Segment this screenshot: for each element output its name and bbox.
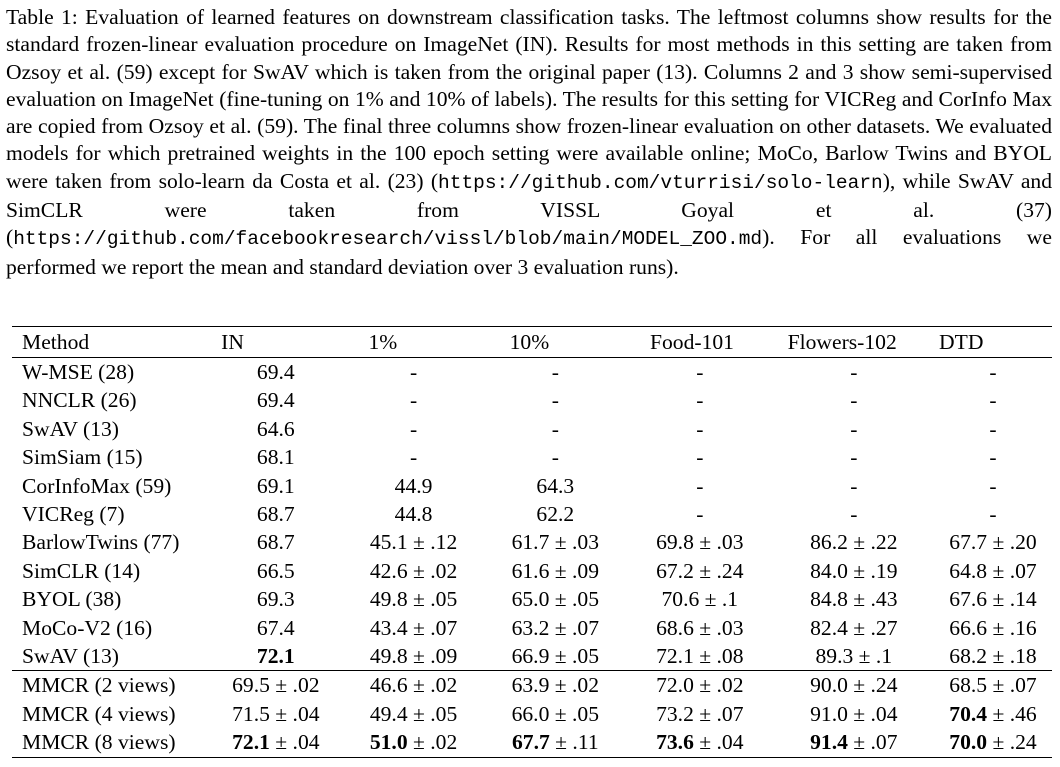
- cell-in: 68.7: [256, 502, 295, 527]
- cell-1pct: 42.6 ± .02: [369, 558, 458, 583]
- cell-method: W-MSE (28): [22, 360, 135, 384]
- cell-method: SimCLR (14): [22, 558, 141, 583]
- cell-10pct: 64.3: [536, 473, 575, 498]
- cell-method: MMCR (8 views): [12, 728, 209, 757]
- cell-food101: 68.6 ± .03: [656, 615, 744, 640]
- best-value: 70.0: [949, 730, 988, 755]
- cell-10pct: -: [551, 360, 559, 384]
- best-value: 72.1: [232, 730, 270, 755]
- table-row: [12, 472, 1052, 500]
- best-value: 67.7: [511, 730, 550, 755]
- table-row: [12, 386, 1052, 414]
- cell-1pct: [342, 728, 484, 757]
- best-value: 91.4: [810, 730, 848, 755]
- cell-method: MMCR (2 views): [12, 671, 209, 700]
- table-row: [12, 557, 1052, 585]
- std-dev: ± .04: [693, 730, 744, 755]
- table-row: [12, 700, 1052, 728]
- cell-10pct: 66.9 ± .05: [511, 644, 600, 669]
- cell-1pct: 49.4 ± .05: [369, 701, 458, 726]
- table-header-row: [12, 327, 1052, 358]
- cell-food101: 72.0 ± .02: [626, 671, 774, 700]
- caption-url-vissl[interactable]: https://github.com/facebookresearch/vissl/blob/main/MODEL_ZOO.md: [13, 228, 763, 251]
- best-value: 70.4: [949, 701, 988, 726]
- cell-food101: -: [696, 473, 704, 498]
- std-dev: ± .04: [269, 730, 320, 755]
- table-row: [12, 415, 1052, 443]
- std-dev: ± .07: [847, 730, 898, 755]
- table-row: [12, 443, 1052, 471]
- cell-dtd: 67.7 ± .20: [949, 530, 1037, 555]
- cell-1pct: 49.8 ± .05: [369, 587, 458, 612]
- cell-1pct: 45.1 ± .12: [369, 530, 458, 555]
- cell-food101: 72.1 ± .08: [656, 644, 744, 669]
- cell-10pct: [485, 728, 626, 757]
- cell-10pct: 65.0 ± .05: [511, 587, 600, 612]
- cell-method: BYOL (38): [22, 587, 122, 612]
- cell-food101: 67.2 ± .24: [656, 558, 744, 583]
- cell-in: 66.5: [256, 558, 295, 583]
- cell-dtd: -: [989, 502, 997, 527]
- cell-10pct: 61.6 ± .09: [511, 558, 600, 583]
- header-food101: Food-101: [650, 329, 734, 354]
- table-row: [12, 642, 1052, 671]
- cell-dtd: [934, 728, 1052, 757]
- cell-method: CorInfoMax (59): [22, 473, 172, 498]
- std-dev: ± .46: [987, 701, 1037, 726]
- cell-food101: -: [696, 416, 704, 441]
- cell-1pct: 46.6 ± .02: [342, 671, 484, 700]
- cell-1pct: -: [409, 388, 418, 413]
- cell-1pct: 44.8: [394, 502, 433, 527]
- table-row: [12, 585, 1052, 613]
- best-value: 72.1: [256, 644, 295, 669]
- cell-in: 69.1: [256, 473, 295, 498]
- caption-text-3: ). For all evaluations we performed we report the mean and standard deviation over 3 evaluation runs).: [6, 225, 1052, 279]
- cell-dtd: -: [989, 388, 997, 413]
- results-table: [12, 326, 1052, 758]
- cell-1pct: -: [409, 360, 418, 384]
- cell-10pct: -: [551, 445, 559, 470]
- cell-dtd: -: [989, 360, 997, 384]
- caption-text-2: ), while SwAV and SimCLR were taken from VISSL Goyal et al. (37) (: [6, 168, 1052, 250]
- table-row: [12, 614, 1052, 642]
- best-value: 51.0: [369, 730, 408, 755]
- cell-method: VICReg (7): [22, 502, 125, 527]
- cell-in: 64.6: [256, 416, 295, 441]
- cell-flowers102: -: [850, 388, 858, 413]
- cell-10pct: 62.2: [536, 502, 575, 527]
- cell-flowers102: 84.0 ± .19: [810, 558, 898, 583]
- std-dev: ± .02: [407, 730, 458, 755]
- caption-url-solo-learn[interactable]: https://github.com/vturrisi/solo-learn: [438, 171, 883, 194]
- cell-method: MMCR (4 views): [22, 701, 176, 726]
- cell-flowers102: 82.4 ± .27: [810, 615, 898, 640]
- table-row: [12, 358, 1052, 387]
- cell-in: 69.3: [256, 587, 295, 612]
- table-row: [12, 728, 1052, 757]
- header-flowers102: Flowers-102: [787, 329, 897, 354]
- header-method: Method: [22, 329, 90, 354]
- table-row: [12, 671, 1052, 700]
- cell-10pct: 63.9 ± .02: [485, 671, 626, 700]
- cell-dtd: 68.5 ± .07: [934, 671, 1052, 700]
- cell-flowers102: -: [850, 445, 858, 470]
- cell-method: SwAV (13): [22, 644, 119, 669]
- cell-method: BarlowTwins (77): [22, 530, 180, 555]
- cell-method: MoCo-V2 (16): [22, 615, 153, 640]
- cell-in: 71.5 ± .04: [232, 701, 320, 726]
- cell-in: 68.1: [256, 445, 295, 470]
- cell-dtd: [934, 700, 1052, 728]
- cell-food101: 73.2 ± .07: [656, 701, 744, 726]
- cell-food101: -: [696, 445, 704, 470]
- cell-food101: -: [696, 360, 704, 384]
- cell-1pct: 44.9: [394, 473, 433, 498]
- cell-in: [209, 642, 342, 671]
- cell-food101: -: [696, 502, 704, 527]
- cell-flowers102: 91.0 ± .04: [810, 701, 898, 726]
- cell-flowers102: 84.8 ± .43: [810, 587, 898, 612]
- cell-dtd: -: [989, 416, 997, 441]
- cell-1pct: 49.8 ± .09: [369, 644, 458, 669]
- cell-flowers102: [774, 728, 934, 757]
- cell-flowers102: 86.2 ± .22: [810, 530, 898, 555]
- cell-flowers102: 90.0 ± .24: [774, 671, 934, 700]
- cell-in: 69.4: [256, 388, 295, 413]
- cell-flowers102: 89.3 ± .1: [815, 644, 893, 669]
- table-row: [12, 500, 1052, 528]
- cell-flowers102: -: [850, 360, 858, 384]
- cell-dtd: -: [989, 473, 997, 498]
- cell-10pct: 61.7 ± .03: [511, 530, 600, 555]
- mmcr-methods-group: [12, 671, 1052, 757]
- cell-dtd: 68.2 ± .18: [949, 644, 1037, 669]
- header-1pct: 1%: [368, 329, 398, 354]
- std-dev: ± .11: [549, 730, 599, 755]
- cell-method: SwAV (13): [22, 416, 119, 441]
- cell-method: SimSiam (15): [22, 445, 143, 470]
- table-row: [12, 528, 1052, 556]
- cell-10pct: -: [551, 388, 559, 413]
- cell-in: 69.5 ± .02: [209, 671, 342, 700]
- header-dtd: DTD: [939, 329, 984, 354]
- cell-flowers102: -: [850, 502, 858, 527]
- cell-food101: -: [696, 388, 704, 413]
- header-in: IN: [221, 329, 244, 354]
- cell-1pct: -: [409, 416, 418, 441]
- cell-dtd: -: [989, 445, 997, 470]
- cell-food101: [626, 728, 774, 757]
- cell-1pct: 43.4 ± .07: [369, 615, 458, 640]
- cell-in: 69.4: [256, 360, 295, 384]
- cell-10pct: -: [551, 416, 559, 441]
- cell-flowers102: -: [850, 473, 858, 498]
- std-dev: ± .24: [987, 730, 1037, 755]
- caption-text-1: Table 1: Evaluation of learned features on downstream classification tasks. The leftmost columns show results for the standard frozen-linear evaluation procedure on ImageNet (IN). Results for most methods in this setting are taken from Ozsoy et al. (59) except for SwAV which is taken from the original paper (13). Columns 2 and 3 show semi-supervised evaluation on ImageNet (fine-tuning on 1% and 10% of labels). The results for this setting for VICReg and CorInfo Max are copied from Ozsoy et al. (59). The final three columns show frozen-linear evaluation on other datasets. We evaluated models for which pretrained weights in the 100 epoch setting were available online; MoCo, Barlow Twins and BYOL were taken from solo-learn da Costa et al. (23) (: [6, 5, 1052, 193]
- cell-dtd: 64.8 ± .07: [949, 558, 1037, 583]
- cell-in: 68.7: [256, 530, 295, 555]
- cell-method: NNCLR (26): [22, 388, 137, 413]
- cell-dtd: 66.6 ± .16: [949, 615, 1037, 640]
- table-caption: [6, 4, 1052, 281]
- cell-in: 67.4: [256, 615, 295, 640]
- cell-10pct: 66.0 ± .05: [511, 701, 600, 726]
- header-10pct: 10%: [509, 329, 550, 354]
- cell-flowers102: -: [850, 416, 858, 441]
- cell-10pct: 63.2 ± .07: [511, 615, 600, 640]
- cell-food101: 69.8 ± .03: [656, 530, 744, 555]
- cell-1pct: -: [409, 445, 418, 470]
- cell-dtd: 67.6 ± .14: [949, 587, 1037, 612]
- baseline-methods-group: [12, 358, 1052, 671]
- cell-food101: 70.6 ± .1: [661, 587, 739, 612]
- best-value: 73.6: [656, 730, 694, 755]
- cell-in: [209, 728, 342, 757]
